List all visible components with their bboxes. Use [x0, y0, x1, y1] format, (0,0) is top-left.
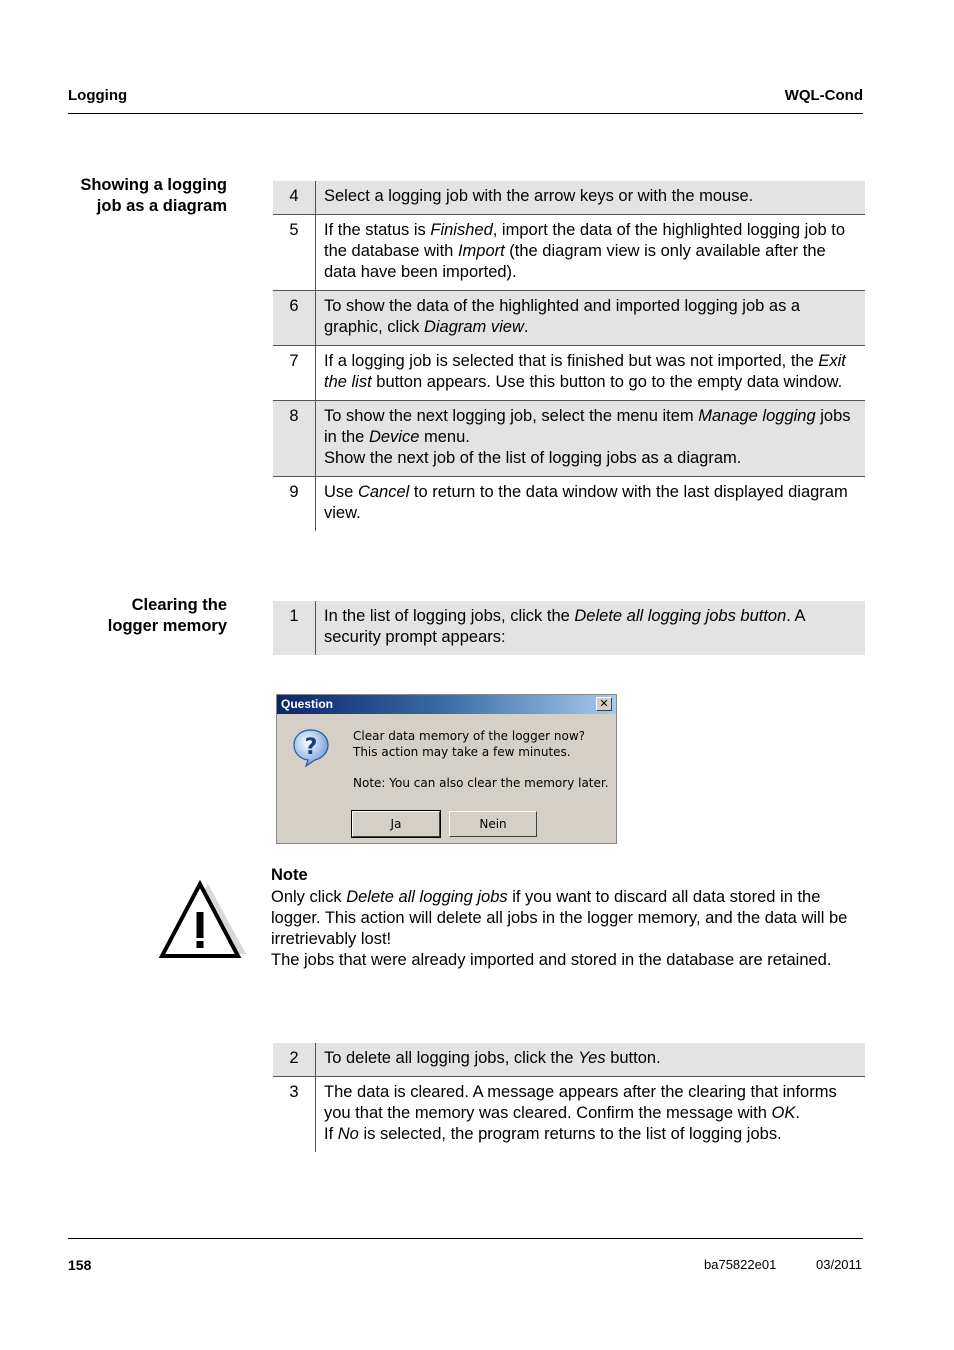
step-text-run: . — [523, 318, 529, 336]
step-text — [316, 401, 865, 476]
step-text-run: . A security prompt appears: — [324, 607, 805, 646]
step-row — [273, 476, 865, 531]
step-emphasis: Finished — [430, 221, 493, 239]
step-text — [316, 181, 865, 214]
step-row — [273, 601, 865, 655]
dialog-message-line: This action may take a few minutes. — [353, 745, 571, 759]
dialog-note-line: Note: You can also clear the memory later. — [353, 776, 609, 790]
step-text — [316, 601, 865, 655]
step-text-run: Select a logging job with the arrow keys or with the mouse. — [324, 187, 754, 205]
note-emphasis: Delete all logging jobs — [346, 888, 508, 906]
step-text — [316, 215, 865, 290]
step-number: 5 — [273, 215, 316, 290]
section-title-line: job as a diagram — [96, 197, 227, 215]
note-body — [271, 887, 863, 971]
step-emphasis: Import — [457, 242, 505, 260]
note-paragraph — [271, 887, 863, 950]
step-text — [316, 477, 865, 531]
step-row — [273, 181, 865, 214]
section-title-line: logger memory — [107, 617, 227, 635]
question-dialog-screenshot — [276, 694, 617, 844]
steps-table-clearing — [273, 601, 865, 655]
section-title-diagram — [27, 175, 227, 217]
step-number: 6 — [273, 291, 316, 345]
svg-text:?: ? — [304, 735, 318, 760]
step-text-run: to return to the data window with the last displayed diagram view. — [324, 483, 848, 522]
step-emphasis: Manage logging — [698, 407, 816, 425]
steps-table-clearing-continued — [273, 1043, 865, 1152]
step-text-run: Show the next job of the list of logging jobs as a diagram. — [324, 449, 742, 467]
step-text — [316, 291, 865, 345]
header-rule — [68, 113, 863, 114]
step-text-run: To show the next logging job, select the menu item — [324, 407, 699, 425]
step-emphasis: OK — [771, 1104, 796, 1122]
section-title-line: Clearing the — [131, 596, 227, 614]
step-number: 7 — [273, 346, 316, 400]
section-title-line: Showing a logging — [80, 176, 227, 194]
step-text-run: button appears. Use this button to go to the empty data window. — [371, 373, 843, 391]
step-row — [273, 400, 865, 476]
step-emphasis: Cancel — [357, 483, 410, 501]
step-number: 1 — [273, 601, 316, 655]
note-title: Note — [271, 866, 308, 884]
step-text-run: Use — [324, 483, 358, 501]
document-id: ba75822e01 — [704, 1257, 777, 1272]
document-date: 03/2011 — [816, 1257, 863, 1272]
step-text — [316, 1043, 865, 1076]
step-text-run: To delete all logging jobs, click the — [324, 1049, 579, 1067]
step-text-run: If — [324, 1125, 338, 1143]
step-emphasis: Diagram view — [423, 318, 524, 336]
step-text-run: jobs in the — [324, 407, 851, 446]
close-icon: ✕ — [596, 697, 612, 711]
note-paragraph: The jobs that were already imported and stored in the database are retained. — [271, 951, 832, 969]
header-section: Logging — [68, 87, 128, 104]
step-emphasis: Exit the list — [324, 352, 846, 391]
step-number: 3 — [273, 1077, 316, 1152]
step-text — [316, 346, 865, 400]
step-number: 4 — [273, 181, 316, 214]
step-text-run: To show the data of the highlighted and imported logging job as a graphic, click — [324, 297, 801, 336]
no-button: Nein — [449, 811, 537, 837]
step-text-run: . — [795, 1104, 800, 1122]
step-text-run: If the status is — [324, 221, 431, 239]
step-text-run: If a logging job is selected that is finished but was not imported, the — [324, 352, 819, 370]
step-text-run: In the list of logging jobs, click the — [324, 607, 575, 625]
yes-button: Ja — [352, 811, 440, 837]
step-text — [316, 1077, 865, 1152]
dialog-message-line: Clear data memory of the logger now? — [353, 729, 586, 743]
step-row — [273, 345, 865, 400]
steps-table-diagram — [273, 181, 865, 531]
step-text-run: button. — [605, 1049, 661, 1067]
step-number: 2 — [273, 1043, 316, 1076]
step-row — [273, 214, 865, 290]
step-text-run: menu. — [419, 428, 470, 446]
header-product: WQL-Cond — [784, 87, 863, 104]
step-row — [273, 1076, 865, 1152]
step-text-run: , import the data of the highlighted logging job to the database with — [324, 221, 846, 260]
step-text-run: is selected, the program returns to the list of logging jobs. — [358, 1125, 782, 1143]
note-text: Only click — [271, 888, 347, 906]
footer-rule — [68, 1238, 863, 1239]
step-text-run: The data is cleared. A message appears after the clearing that informs you that the memory was cleared. Confirm the message with — [324, 1083, 837, 1122]
note-text: if you want to discard all data stored in the logger. This action will delete all jobs in the logger memory, and the data will be irretrievably lost! — [271, 888, 848, 948]
step-number: 9 — [273, 477, 316, 531]
step-text-run: (the diagram view is only available after the data have been imported). — [324, 242, 826, 281]
question-icon — [291, 727, 331, 767]
step-emphasis: Device — [368, 428, 420, 446]
warning-icon — [158, 880, 250, 962]
step-emphasis: No — [337, 1125, 359, 1143]
step-row — [273, 290, 865, 345]
section-title-clearing — [27, 595, 227, 637]
step-emphasis: Yes — [578, 1049, 606, 1067]
dialog-title: Question — [277, 695, 616, 714]
step-number: 8 — [273, 401, 316, 476]
step-row — [273, 1043, 865, 1076]
step-emphasis: Delete all logging jobs button — [574, 607, 787, 625]
page-number: 158 — [68, 1257, 92, 1273]
